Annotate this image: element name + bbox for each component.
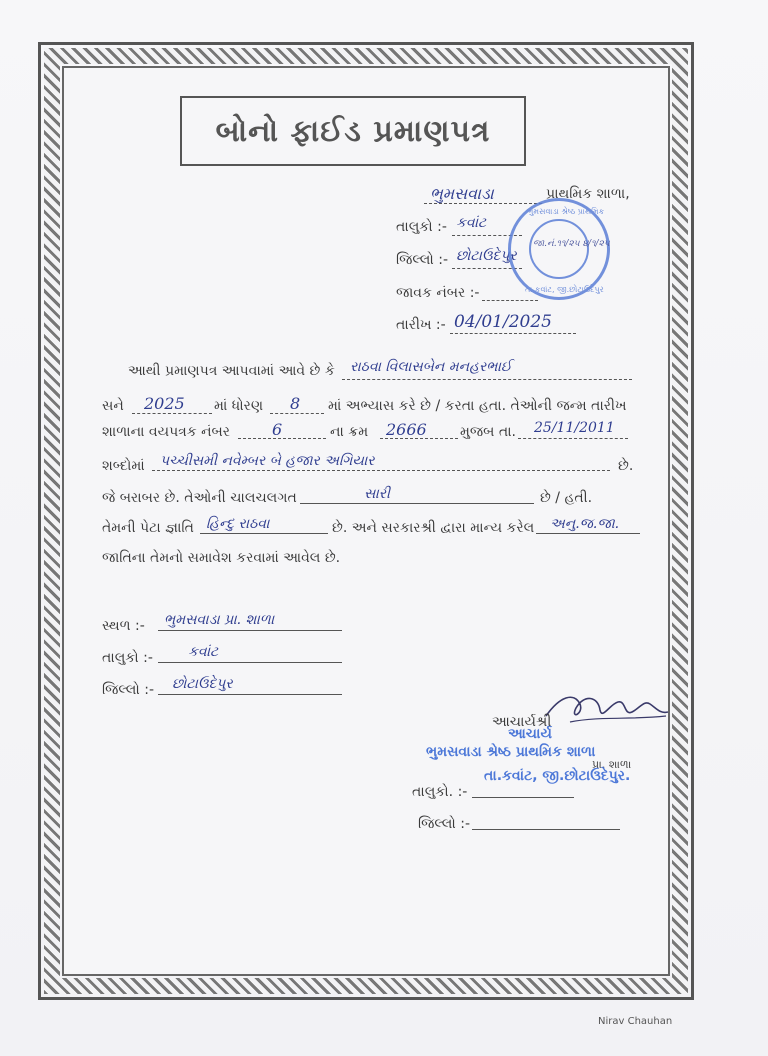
school-name-line — [424, 203, 542, 204]
school-stamp-address: તા.કવાંટ, જી.છોટાઉદેપુર. — [484, 768, 631, 784]
header-taluka-label: તાલુકો :- — [396, 219, 447, 235]
signature-taluka-line — [472, 797, 574, 798]
serial-no-line — [380, 438, 458, 439]
conduct-line — [300, 503, 534, 504]
birth-words-value: પચ્ચીસમી નવેમ્બર બે હજાર અગિયાર — [160, 453, 375, 469]
outward-no-line — [482, 300, 538, 301]
body-line2-mid: માં ધોરણ — [214, 398, 264, 414]
seal-bottom-text: તા.કવાંટ, જી.છોટાઉદેપુર — [525, 285, 604, 294]
principal-stamp: આચાર્ય — [508, 726, 552, 742]
body-line6-mid: છે. અને સરકારશ્રી દ્વારા માન્ય કરેલ — [332, 520, 535, 536]
place-line — [158, 630, 342, 631]
seal-top-text: ભુમસવાડા શ્રેષ્ઠ પ્રાથમિક — [527, 207, 605, 216]
conduct-value: સારી — [364, 486, 391, 502]
body-line4-prefix: શબ્દોમાં — [102, 458, 145, 474]
header-district-value: છોટાઉદેપુર — [456, 248, 517, 264]
signature-district-label: જિલ્લો :- — [418, 816, 470, 832]
serial-no-value: 2666 — [386, 420, 427, 439]
subcaste-value: હિન્દુ રાઠવા — [206, 516, 270, 532]
place-taluka-line — [158, 662, 342, 663]
header-taluka-value: કવાંટ — [456, 215, 487, 231]
body-line6-prefix: તેમની પેટા જ્ઞાતિ — [102, 520, 194, 536]
place-taluka-value: કવાંટ — [188, 644, 219, 660]
signature-taluka-label: તાલુકો. :- — [412, 784, 468, 800]
body-line3-prefix: શાળાના વયપત્રક નંબર — [102, 424, 231, 440]
register-no-line — [238, 438, 326, 439]
place-value: ભુમસવાડા પ્રા. શાળા — [164, 612, 275, 628]
body-line3-mid: ના ક્રમ — [330, 424, 369, 440]
header-district-label: જિલ્લો :- — [396, 252, 448, 268]
place-district-label: જિલ્લો :- — [102, 682, 154, 698]
school-name-handwritten: ભુમસવાડા — [430, 184, 494, 203]
year-line — [132, 413, 212, 414]
signature-district-line — [472, 829, 620, 830]
date-value: 04/01/2025 — [454, 312, 552, 332]
principal-label: આચાર્યશ્રી — [492, 714, 552, 730]
register-no-value: 6 — [272, 420, 283, 439]
date-line — [450, 333, 576, 334]
certificate-title: બોનો ફાઈડ પ્રમાણપત્ર — [215, 113, 491, 149]
body-line4-suffix: છે. — [618, 458, 634, 474]
body-line5-suffix: છે / હતી. — [540, 490, 593, 506]
school-stamp-name: ભુમસવાડા શ્રેષ્ઠ પ્રાથમિક શાળા — [426, 744, 596, 760]
title-box — [180, 96, 526, 166]
footer-credit: Nirav Chauhan — [598, 1016, 673, 1027]
body-line7: જાતિના તેમનો સમાવેશ કરવામાં આવેલ છે. — [102, 550, 341, 566]
seal-handwritten-no: જા.નં.૧૧/૨૫ ૪/૧/૨૫ — [533, 239, 610, 249]
place-taluka-label: તાલુકો :- — [102, 650, 153, 666]
subcaste-line — [200, 533, 328, 534]
school-label: પ્રા. શાળા — [592, 758, 632, 771]
body-line2-prefix: સને — [102, 398, 124, 414]
birth-date-value: 25/11/2011 — [534, 420, 615, 436]
outward-no-label: જાવક નંબર :- — [396, 285, 480, 301]
place-district-value: છોટાઉદેપુર — [172, 676, 233, 692]
body-line5-prefix: જે બરાબર છે. તેઓની ચાલચલગત — [102, 490, 297, 506]
body-line1-prefix: આથી પ્રમાણપત્ર આપવામાં આવે છે કે — [128, 363, 335, 379]
body-line3-mid2: મુજબ તા. — [460, 424, 516, 440]
standard-line — [270, 413, 324, 414]
school-seal — [508, 198, 610, 300]
standard-value: 8 — [290, 394, 301, 413]
student-name: રાઠવા વિલાસબેન મનહરભાઈ — [350, 359, 512, 375]
principal-signature — [540, 686, 672, 734]
body-line2-suffix: માં અભ્યાસ કરે છે / કરતા હતા. તેઓની જન્મ તારીખ — [328, 398, 627, 414]
student-name-line — [342, 379, 632, 380]
category-line — [536, 533, 640, 534]
year-value: 2025 — [144, 394, 185, 413]
date-label: તારીખ :- — [396, 317, 446, 333]
place-district-line — [158, 694, 342, 695]
birth-date-line — [518, 438, 628, 439]
place-label: સ્થળ :- — [102, 618, 145, 634]
category-value: અનુ.જ.જા. — [550, 516, 620, 532]
birth-words-line — [152, 470, 610, 471]
school-suffix: પ્રાથમિક શાળા, — [546, 186, 630, 202]
